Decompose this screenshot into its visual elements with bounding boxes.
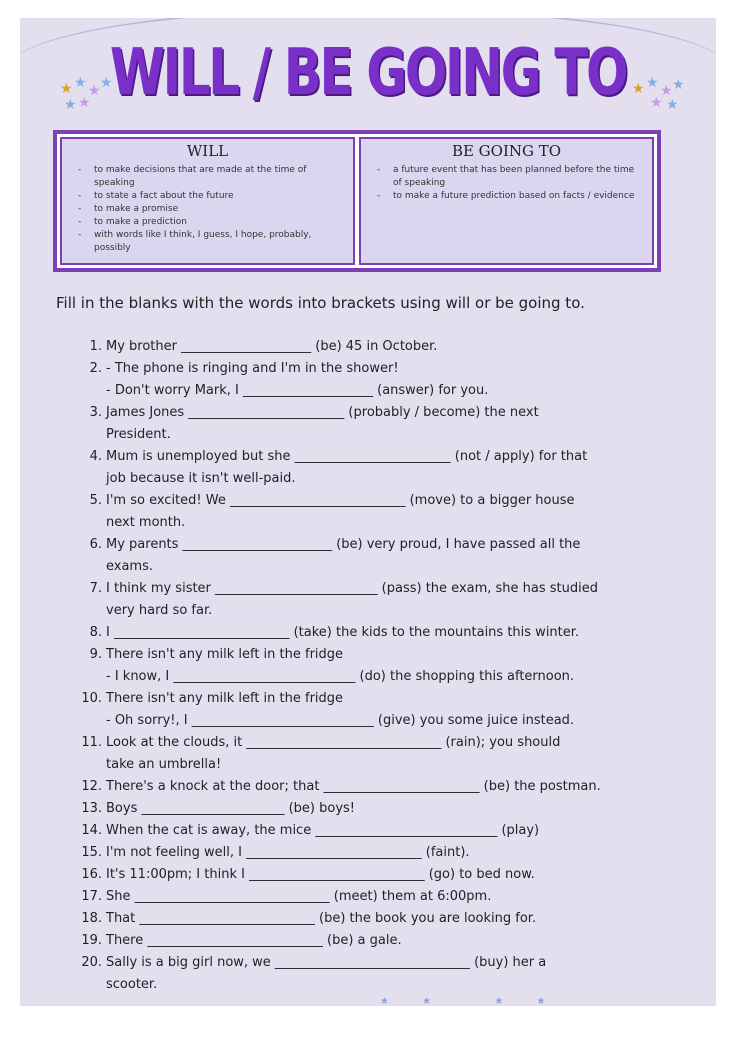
- star-icon: ★: [536, 996, 546, 1006]
- exercise-number: 11.: [81, 735, 102, 750]
- exercise-line: - Oh sorry!, I ____________________________ (give) you some juice instead.: [106, 713, 575, 728]
- exercise-line: There ___________________________ (be) a gale.: [106, 933, 402, 948]
- going-to-list: [369, 164, 644, 203]
- exercise-line: exams.: [106, 559, 153, 574]
- will-heading: WILL: [186, 142, 229, 160]
- exercise-text: [106, 908, 700, 930]
- list-item: - to make a future prediction based on facts / evidence: [377, 190, 644, 203]
- star-icon: ★: [74, 75, 87, 91]
- exercise-item: [60, 688, 700, 732]
- list-item: - with words like I think, I guess, I hope, probably, possibly: [78, 229, 345, 255]
- exercise-text: [106, 644, 700, 688]
- list-item: - to make a prediction: [78, 216, 345, 229]
- exercise-line: James Jones ________________________ (probably / become) the next: [106, 405, 539, 420]
- exercise-text: [106, 930, 700, 952]
- exercise-number: 12.: [81, 779, 102, 794]
- list-item: - to state a fact about the future: [78, 190, 345, 203]
- exercise-number: 18.: [81, 911, 102, 926]
- star-icon: ★: [650, 95, 663, 111]
- exercise-text: [106, 402, 700, 446]
- exercise-line: - Don't worry Mark, I ____________________ (answer) for you.: [106, 383, 489, 398]
- exercise-line: There isn't any milk left in the fridge: [106, 647, 344, 662]
- exercise-item: [60, 644, 700, 688]
- exercise-item: [60, 908, 700, 930]
- exercise-line: It's 11:00pm; I think I ___________________________ (go) to bed now.: [106, 867, 535, 882]
- going-to-column: [359, 137, 654, 265]
- exercise-line: Sally is a big girl now, we ______________________________ (buy) her a: [106, 955, 547, 970]
- exercise-line: Boys ______________________ (be) boys!: [106, 801, 356, 816]
- rules-table: [53, 130, 661, 272]
- exercise-line: There's a knock at the door; that ________________________ (be) the postman.: [106, 779, 601, 794]
- exercise-item: [60, 402, 700, 446]
- star-icon: ★: [64, 97, 77, 113]
- star-icon: ★: [672, 77, 685, 93]
- exercise-line: When the cat is away, the mice ____________________________ (play): [106, 823, 540, 838]
- exercise-line: Look at the clouds, it ______________________________ (rain); you should: [106, 735, 561, 750]
- exercise-text: [106, 952, 700, 996]
- exercise-text: [106, 534, 700, 578]
- exercise-list: [60, 336, 700, 996]
- star-icon: ★: [88, 83, 101, 99]
- star-icon: ★: [632, 81, 645, 97]
- exercise-text: [106, 688, 700, 732]
- exercise-item: [60, 358, 700, 402]
- exercise-number: 2.: [89, 361, 102, 376]
- exercise-line: I'm not feeling well, I ___________________________ (faint).: [106, 845, 470, 860]
- page-title: WILL / BE GOING TO: [109, 36, 627, 110]
- exercise-item: [60, 622, 700, 644]
- exercise-item: [60, 798, 700, 820]
- exercise-text: [106, 776, 700, 798]
- exercise-item: [60, 534, 700, 578]
- exercise-number: 14.: [81, 823, 102, 838]
- exercise-line: I'm so excited! We ___________________________ (move) to a bigger house: [106, 493, 575, 508]
- star-icon: ★: [660, 83, 673, 99]
- will-list: [70, 164, 345, 255]
- exercise-item: [60, 842, 700, 864]
- star-icon: ★: [380, 996, 389, 1006]
- list-item: - to make decisions that are made at the time of speaking: [78, 164, 345, 190]
- instruction-text: Fill in the blanks with the words into brackets using will or be going to.: [56, 294, 585, 312]
- exercise-item: [60, 864, 700, 886]
- star-icon: ★: [100, 75, 113, 91]
- footer-stars: [380, 996, 545, 1006]
- exercise-number: 13.: [81, 801, 102, 816]
- exercise-number: 1.: [89, 339, 102, 354]
- exercise-line: Mum is unemployed but she ________________________ (not / apply) for that: [106, 449, 588, 464]
- exercise-number: 3.: [89, 405, 102, 420]
- exercise-number: 5.: [89, 493, 102, 508]
- star-icon: ★: [494, 996, 504, 1006]
- exercise-text: [106, 358, 700, 402]
- exercise-line: next month.: [106, 515, 186, 530]
- exercise-number: 15.: [81, 845, 102, 860]
- going-to-heading: BE GOING TO: [451, 142, 562, 160]
- exercise-item: [60, 446, 700, 490]
- exercise-line: My brother ____________________ (be) 45 in October.: [106, 339, 438, 354]
- star-cluster-right: [632, 76, 702, 116]
- exercise-item: [60, 578, 700, 622]
- exercise-number: 16.: [81, 867, 102, 882]
- exercise-line: - I know, I ____________________________ (do) the shopping this afternoon.: [106, 669, 575, 684]
- exercise-number: 8.: [89, 625, 102, 640]
- exercise-number: 19.: [81, 933, 102, 948]
- exercise-line: - The phone is ringing and I'm in the shower!: [106, 361, 399, 376]
- star-icon: ★: [422, 996, 432, 1006]
- star-icon: ★: [646, 75, 659, 91]
- exercise-line: There isn't any milk left in the fridge: [106, 691, 344, 706]
- exercise-item: [60, 336, 700, 358]
- exercise-line: President.: [106, 427, 171, 442]
- exercise-text: [106, 886, 700, 908]
- exercise-line: I think my sister _________________________ (pass) the exam, she has studied: [106, 581, 599, 596]
- exercise-text: [106, 446, 700, 490]
- exercise-line: That ___________________________ (be) the book you are looking for.: [106, 911, 537, 926]
- exercise-item: [60, 952, 700, 996]
- exercise-item: [60, 930, 700, 952]
- exercise-number: 10.: [81, 691, 102, 706]
- exercise-item: [60, 776, 700, 798]
- exercise-line: I ___________________________ (take) the kids to the mountains this winter.: [106, 625, 580, 640]
- exercise-item: [60, 820, 700, 842]
- exercise-text: [106, 578, 700, 622]
- exercise-number: 9.: [89, 647, 102, 662]
- will-column: [60, 137, 355, 265]
- exercise-line: My parents _______________________ (be) very proud, I have passed all the: [106, 537, 581, 552]
- worksheet-page: [20, 18, 716, 1006]
- exercise-text: [106, 622, 700, 644]
- exercise-text: [106, 820, 700, 842]
- exercise-text: [106, 798, 700, 820]
- exercise-text: [106, 490, 700, 534]
- exercise-number: 4.: [89, 449, 102, 464]
- exercise-item: [60, 732, 700, 776]
- exercise-line: job because it isn't well-paid.: [106, 471, 296, 486]
- exercise-number: 7.: [89, 581, 102, 596]
- exercise-line: take an umbrella!: [106, 757, 222, 772]
- exercise-line: very hard so far.: [106, 603, 213, 618]
- exercise-number: 6.: [89, 537, 102, 552]
- star-icon: ★: [78, 95, 91, 111]
- exercise-number: 17.: [81, 889, 102, 904]
- list-item: - a future event that has been planned before the time of speaking: [377, 164, 644, 190]
- exercise-line: She ______________________________ (meet) them at 6:00pm.: [106, 889, 492, 904]
- exercise-text: [106, 864, 700, 886]
- list-item: - to make a promise: [78, 203, 345, 216]
- exercise-line: scooter.: [106, 977, 158, 992]
- exercise-text: [106, 732, 700, 776]
- exercise-text: [106, 336, 700, 358]
- exercise-item: [60, 886, 700, 908]
- exercise-item: [60, 490, 700, 534]
- exercise-number: 20.: [81, 955, 102, 970]
- star-icon: ★: [60, 81, 73, 97]
- star-icon: ★: [666, 97, 679, 113]
- exercise-text: [106, 842, 700, 864]
